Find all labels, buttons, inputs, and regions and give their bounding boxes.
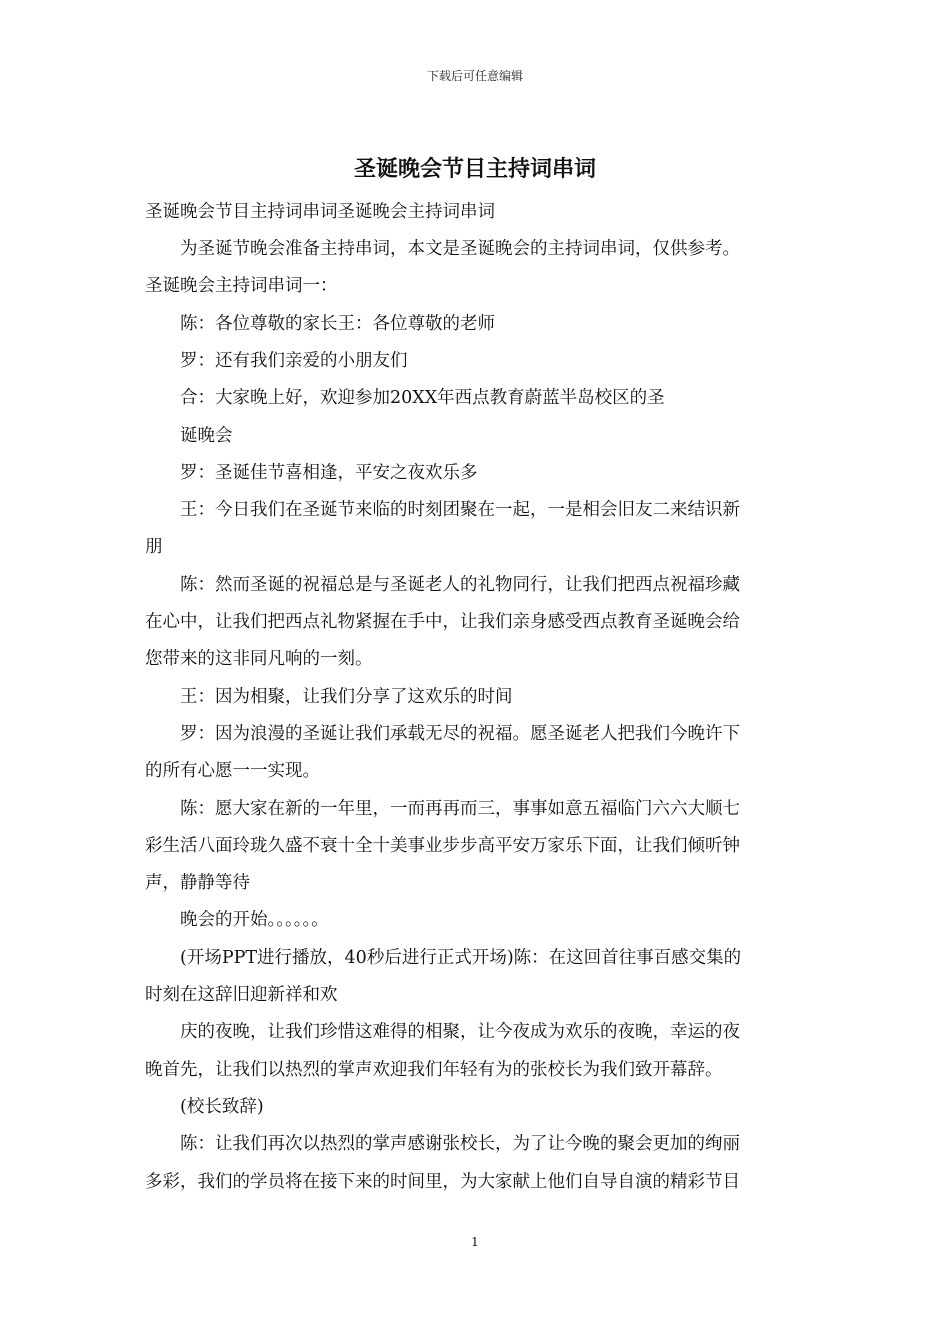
body-line: 为圣诞节晚会准备主持串词，本文是圣诞晚会的主持词串词，仅供参考。: [180, 239, 740, 259]
page-number: 1: [471, 1235, 479, 1249]
body-line: 陈：愿大家在新的一年里，一而再再而三，事事如意五福临门六六大顺七: [180, 799, 740, 819]
body-line: (开场PPT进行播放，40秒后进行正式开场)陈：在这回首往事百感交集的: [180, 948, 742, 968]
body-line: 圣诞晚会节目主持词串词圣诞晚会主持词串词: [145, 202, 495, 222]
body-line: 多彩，我们的学员将在接下来的时间里，为大家献上他们自导自演的精彩节目: [145, 1172, 740, 1192]
body-line: 罗：因为浪漫的圣诞让我们承载无尽的祝福。愿圣诞老人把我们今晚许下: [180, 724, 740, 744]
body-line: 罗：圣诞佳节喜相逢，平安之夜欢乐多: [180, 463, 478, 483]
body-line: 陈：让我们再次以热烈的掌声感谢张校长，为了让今晚的聚会更加的绚丽: [180, 1134, 740, 1154]
body-line: 朋: [145, 537, 163, 557]
body-line: 合：大家晚上好，欢迎参加20XX年西点教育蔚蓝半岛校区的圣: [180, 388, 665, 408]
body-line: (校长致辞): [180, 1097, 264, 1117]
body-line: 圣诞晚会主持词串词一：: [145, 276, 338, 296]
body-line: 诞晚会: [180, 426, 233, 446]
body-line: 声，静静等待: [145, 873, 250, 893]
body-line: 王：因为相聚，让我们分享了这欢乐的时间: [180, 687, 513, 707]
body-line: 王：今日我们在圣诞节来临的时刻团聚在一起，一是相会旧友二来结识新: [180, 500, 740, 520]
body-line: 庆的夜晚，让我们珍惜这难得的相聚，让今夜成为欢乐的夜晚，幸运的夜: [180, 1022, 740, 1042]
body-line: 晚会的开始。。。。。。: [180, 910, 329, 930]
body-line: 时刻在这辞旧迎新祥和欢: [145, 985, 338, 1005]
body-line: 晚首先，让我们以热烈的掌声欢迎我们年轻有为的张校长为我们致开幕辞。: [145, 1060, 723, 1080]
body-line: 陈：然而圣诞的祝福总是与圣诞老人的礼物同行，让我们把西点祝福珍藏: [180, 575, 740, 595]
body-line: 陈：各位尊敬的家长王：各位尊敬的老师: [180, 314, 495, 334]
document-title: 圣诞晚会节目主持词串词: [353, 156, 596, 182]
body-line: 彩生活八面玲珑久盛不衰十全十美事业步步高平安万家乐下面，让我们倾听钟: [145, 836, 740, 856]
body-line: 罗：还有我们亲爱的小朋友们: [180, 351, 408, 371]
page-header: 下载后可任意编辑: [426, 69, 523, 83]
body-line: 在心中，让我们把西点礼物紧握在手中，让我们亲身感受西点教育圣诞晚会给: [145, 612, 740, 632]
body-line: 的所有心愿一一实现。: [145, 761, 320, 781]
body-line: 您带来的这非同凡响的一刻。: [145, 649, 373, 669]
